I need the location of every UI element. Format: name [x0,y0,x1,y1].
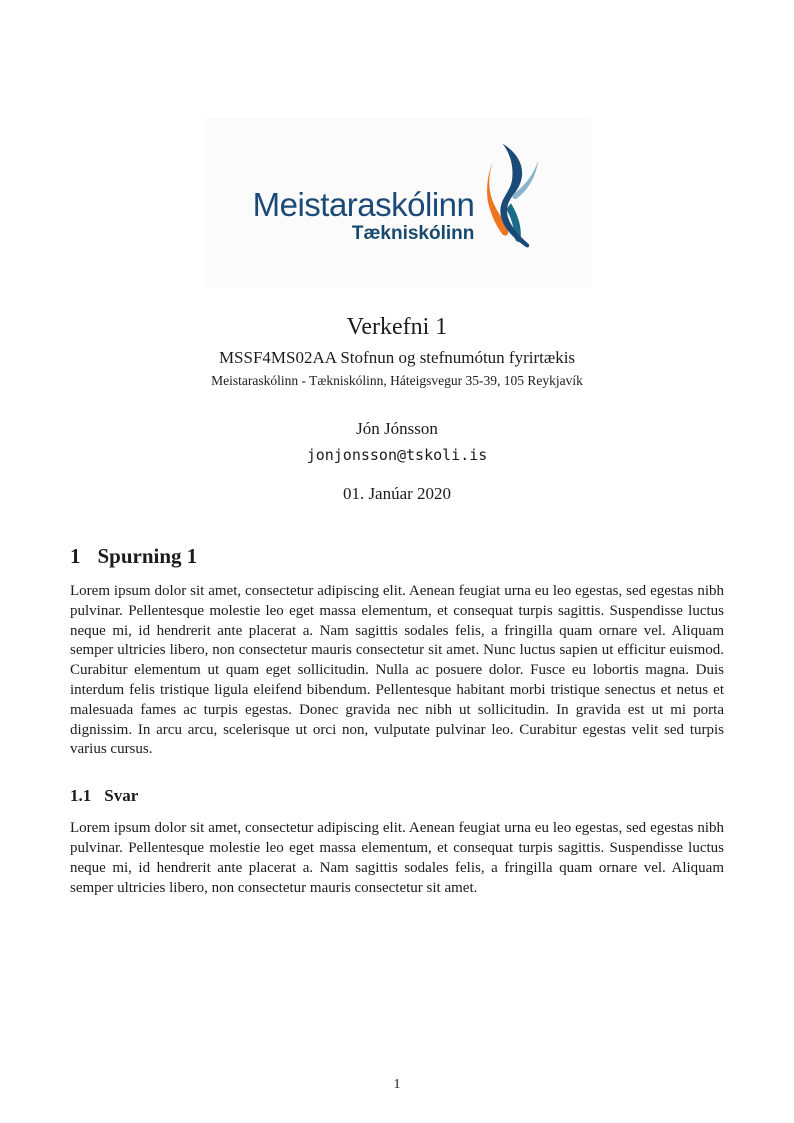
course-subtitle: MSSF4MS02AA Stofnun og stefnumótun fyrirtækis [218,348,576,367]
logo-primary-text: Meistaraskólinn [252,186,475,223]
subsection-paragraph: Lorem ipsum dolor sit amet, consectetur adipiscing elit. Aenean feugiat urna eu leo egestas, sed egestas nibh pulvinar. Pellentesque molestie leo eget massa elementum, et consequat turpis sagittis. Suspendisse luctus neque mi, id hendrerit ante placerat a. Nam sagittis sodales felis, a fringilla quam ornare vel. Aliquam semper ultricies libero, non consectetur mauris consectetur sit amet. [70,820,724,896]
section-paragraph: Lorem ipsum dolor sit amet, consectetur adipiscing elit. Aenean feugiat urna eu leo egestas, sed egestas nibh pulvinar. Pellentesque molestie leo eget massa elementum, et consequat turpis sagittis. Suspendisse luctus neque mi, id hendrerit ante placerat a. Nam sagittis sodales felis, a fringilla quam ornare vel. Aliquam semper ultricies libero, non consectetur mauris consectetur sit amet. Nunc luctus sapien ut efficitur euismod. Curabitur elementum ut quam eget sollicitudin. Nulla ac posuere dolor. Fusce eu lobortis magna. Duis interdum felis tristique ligula eleifend bibendum. Pellentesque habitant morbi tristique senectus et netus et malesuada fames ac turpis egestas. Donec gravida nec nibh ut sollicitudin. In gravida est ut mi porta dignissim. In arcu arcu, scelerisque ut orci non, vulputate pulvinar leo. Curabitur egestas velit sed turpis varius cursus. [70,583,724,758]
school-logo [204,118,591,288]
school-address: Meistaraskólinn - Tækniskólinn, Háteigsvegur 35-39, 105 Reykjavík [211,373,583,388]
document-title: Verkefni 1 [346,314,448,340]
logo-swirl-icon [483,141,541,253]
document-date: 01. Janúar 2020 [342,484,452,503]
subsection-number: 1.1 [70,786,92,806]
logo-secondary-text: Tækniskólinn [351,223,475,245]
author-name: Jón Jónsson [356,419,438,438]
subsection-title: Svar [104,786,139,806]
author-email: jonjonsson@tskoli.is [306,446,488,464]
logo-text-column [253,187,475,245]
section-title: Spurning 1 [97,544,198,568]
logo-inner [253,153,542,253]
section-heading-spurning-1 [70,544,724,569]
page-number: 1 [393,1077,401,1092]
document-body [70,544,724,898]
section-number: 1 [70,544,81,568]
subsection-heading-svar [70,786,724,806]
